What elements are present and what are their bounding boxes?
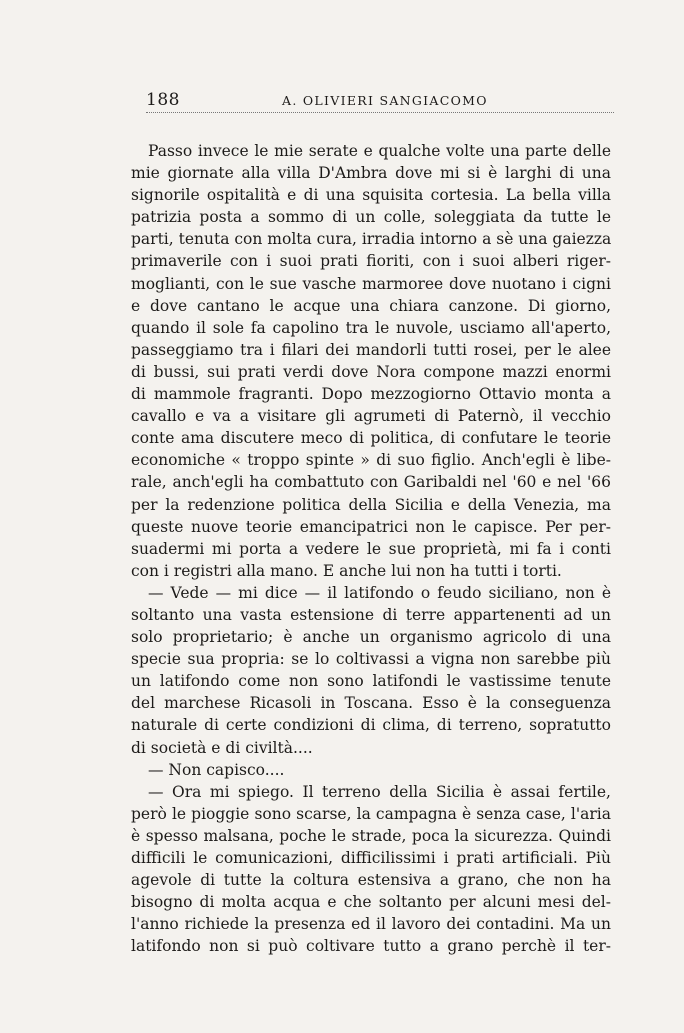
running-head: A. OLIVIERI SANGIACOMO	[282, 93, 488, 108]
text-line: per la redenzione politica della Sicilia e della Venezia, ma	[131, 495, 611, 514]
text-line: di società e di civiltà....	[131, 738, 313, 757]
text-line: quando il sole fa capolino tra le nuvole, usciamo all'aperto,	[131, 318, 611, 337]
text-line: parti, tenuta con molta cura, irradia intorno a sè una gaiezza	[131, 230, 612, 249]
text-line: agevole di tutte la coltura estensiva a grano, che non ha	[131, 871, 611, 890]
text-line: mie giornate alla villa D'Ambra dove mi si è larghi di una	[131, 164, 611, 183]
text-line: soltanto una vasta estensione di terre appartenenti ad un	[131, 605, 611, 624]
text-line: — Ora mi spiego. Il terreno della Sicilia è assai fertile,	[148, 782, 611, 801]
text-line: un latifondo come non sono latifondi le vastissime tenute	[131, 672, 611, 691]
text-line: bisogno di molta acqua e che soltanto per alcuni mesi del-	[131, 893, 611, 912]
text-line: queste nuove teorie emancipatrici non le capisce. Per per-	[131, 517, 611, 536]
text-line: passeggiamo tra i filari dei mandorli tutti rosei, per le alee	[131, 340, 611, 359]
text-line: latifondo non si può coltivare tutto a grano perchè il ter-	[131, 937, 611, 956]
text-line: Passo invece le mie serate e qualche volte una parte delle	[148, 142, 611, 160]
text-line: l'anno richiede la presenza ed il lavoro dei contadini. Ma un	[131, 915, 611, 934]
text-line: economiche « troppo spinte » di suo figlio. Anch'egli è libe-	[131, 451, 611, 470]
text-line: però le pioggie sono scarse, la campagna è senza case, l'aria	[131, 804, 611, 823]
text-line: — Non capisco....	[148, 760, 285, 779]
text-line: difficili le comunicazioni, difficilissimi i prati artificiali. Più	[131, 849, 611, 867]
page-header	[146, 90, 614, 113]
text-line: è spesso malsana, poche le strade, poca la sicurezza. Quindi	[131, 826, 611, 845]
text-line: — Vede — mi dice — il latifondo o feudo siciliano, non è	[148, 583, 611, 602]
text-line: specie sua propria: se lo coltivassi a vigna non sarebbe più	[131, 650, 611, 669]
text-line: signorile ospitalità e di una squisita cortesia. La bella villa	[131, 186, 611, 205]
text-line: di bussi, sui prati verdi dove Nora compone mazzi enormi	[131, 362, 611, 381]
text-line: di mammole fragranti. Dopo mezzogiorno Ottavio monta a	[131, 385, 611, 404]
text-line: primaverile con i suoi prati fioriti, con i suoi alberi riger-	[131, 252, 611, 271]
body-text	[131, 140, 611, 957]
page-number: 188	[146, 90, 180, 110]
text-line: suadermi mi porta a vedere le sue proprietà, mi fa i conti	[131, 539, 611, 558]
text-line: cavallo e va a visitare gli agrumeti di Paternò, il vecchio	[131, 407, 611, 426]
text-line: patrizia posta a sommo di un colle, soleggiata da tutte le	[131, 208, 611, 227]
text-line: conte ama discutere meco di politica, di confutare le teorie	[131, 429, 611, 448]
text-line: con i registri alla mano. E anche lui non ha tutti i torti.	[131, 561, 562, 580]
text-line: naturale di certe condizioni di clima, di terreno, sopratutto	[131, 716, 611, 735]
text-line: solo proprietario; è anche un organismo agricolo di una	[131, 628, 611, 647]
text-line: moglianti, con le sue vasche marmoree dove nuotano i cigni	[131, 274, 611, 293]
text-line: e dove cantano le acque una chiara canzone. Di giorno,	[131, 296, 611, 315]
text-line: del marchese Ricasoli in Toscana. Esso è la conseguenza	[131, 694, 611, 713]
text-line: rale, anch'egli ha combattuto con Garibaldi nel '60 e nel '66	[131, 473, 611, 492]
